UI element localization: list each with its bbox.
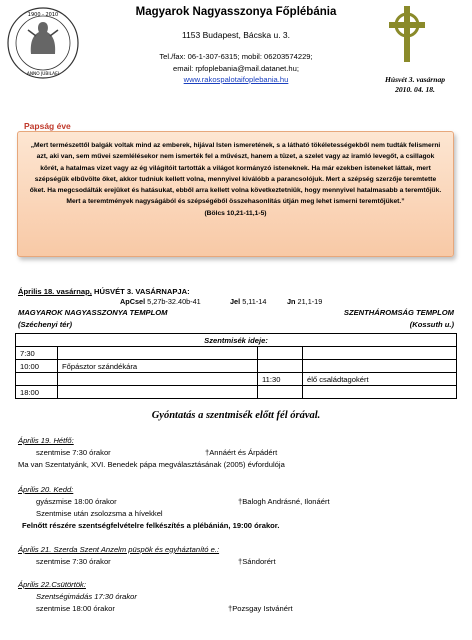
website-link[interactable]: www.rakospalotaifoplebania.hu — [183, 75, 289, 84]
section-title: Papság éve — [24, 121, 71, 131]
day-heading: Április 22.Csütörtök: — [18, 580, 86, 589]
issue-date: 2010. 04. 18. — [395, 85, 435, 94]
reading-3: Jn 21,1-19 — [287, 297, 323, 306]
church-right-place: (Kossuth u.) — [409, 320, 454, 329]
table-row: 7:30 — [16, 347, 457, 360]
list-item: gyászmise 18:00 órakor — [36, 497, 117, 506]
list-item: †Balogh Andrásné, Ilonáért — [238, 497, 330, 506]
quote-source: (Bölcs 10,21-11,1-5) — [204, 209, 267, 217]
sunday-heading-rest: HÚSVÉT 3. VASÁRNAPJA: — [91, 287, 190, 296]
day-heading: Április 21. Szerda Szent Anzelm püspök és egyháztanító e.: — [18, 545, 220, 554]
list-item: †Annáért és Árpádért — [205, 448, 278, 457]
table-row: 10:00 Főpásztor szándékára — [16, 360, 457, 373]
list-item: szentmise 7:30 órakor — [36, 557, 111, 566]
parish-address: 1153 Budapest, Bácska u. 3. — [181, 30, 291, 40]
mass-table-header: Szentmisék ideje: — [16, 334, 457, 347]
parish-title: Magyarok Nagyasszonya Főplébánia — [135, 6, 337, 18]
phone-line: Tel./fax: 06-1-307-6315; mobil: 06203574229; — [159, 52, 313, 61]
sunday-heading-date: Április 18. vasárnap, — [18, 287, 92, 296]
seal-text-bottom: ANNO JUBILAEI — [26, 72, 60, 77]
list-item: Szentmise után zsolozsma a hívekkel — [36, 509, 163, 518]
day-heading: Április 19. Hétfő: — [18, 436, 74, 445]
seal-text-top: 1900 - 2010 — [27, 12, 59, 18]
list-item: Szentségimádás 17:30 órakor — [36, 592, 137, 601]
list-item: †Pozsgay Istvánért — [228, 604, 293, 613]
list-item: szentmise 7:30 órakor — [36, 448, 111, 457]
list-item: Ma van Szentatyánk, XVI. Benedek pápa megválasztásának (2005) évfordulója — [18, 460, 285, 469]
reading-2: Jel 5,11-14 — [230, 297, 267, 306]
day-heading: Április 20. Kedd: — [18, 485, 74, 494]
mass-times-table — [15, 333, 457, 399]
church-left-name: MAGYAROK NAGYASSZONYA TEMPLOM — [18, 308, 168, 317]
quote-box — [17, 131, 454, 257]
quote-text: „Mert természettől balgák voltak mind az emberek, hijával Isten ismeretének, s a látható tökéletességekből nem tudták felismerni azt, aki van, sem művei szemlélésekor nem ismerték fel a művészt, hanem a tüzet, a szelet vagy az iramló levegőt, a csillagok körét, a hatalmas vizet vagy az ég világítóit tartották a világot kormányzó isteneknek. Ha már ezekben isteneket láttak, mert szépségük elbűvölte őket, akkor tudniuk kellett volna, mennyivel kiválóbb a parancsolójuk. Mert a szépség szerzője teremtette őket. Ha megcsodálták erejüket és hatásukat, ebből arra kellett volna következtetniük, hogy mennyivel hatalmasabb a teremtőjük. Mert a teremtmények nagyságából és szépségéből összehasonlítás útján meg lehet ismerni teremtőjüket.” — [29, 142, 442, 206]
sunday-name: Húsvét 3. vasárnap — [384, 75, 446, 84]
email-line: email: rpfoplebania@mail.datanet.hu; — [173, 63, 299, 73]
list-item: †Sándorért — [238, 557, 276, 566]
sunday-heading — [18, 287, 190, 296]
reading-1: ApCsel 5,27b-32.40b-41 — [120, 297, 201, 306]
church-right-name: SZENTHÁROMSÁG TEMPLOM — [343, 308, 454, 317]
table-row: 18:00 — [16, 386, 457, 399]
sunday-label — [360, 75, 470, 95]
list-item: Felnőtt részére szentségfelvételre felkészítés a plébánián, 19:00 órakor. — [22, 521, 280, 530]
list-item: szentmise 18:00 órakor — [36, 604, 115, 613]
table-row: 11:30 élő családtagokért — [16, 373, 457, 386]
confession-note: Gyóntatás a szentmisék előtt fél órával. — [151, 410, 321, 421]
church-left-place: (Széchenyi tér) — [18, 320, 73, 329]
